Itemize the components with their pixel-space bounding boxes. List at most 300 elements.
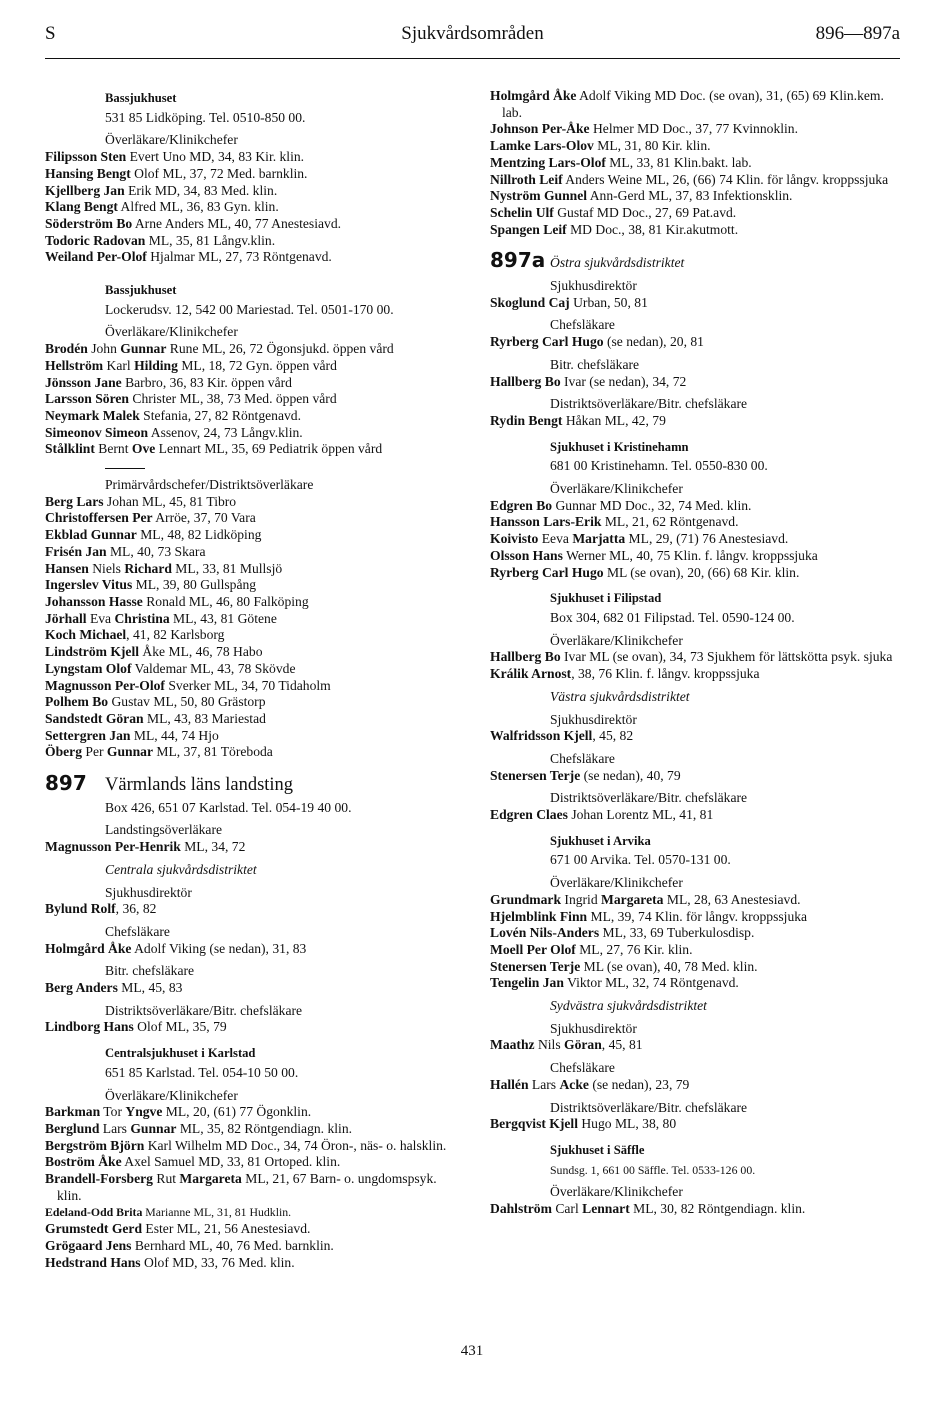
page-title: Sjukvårdsområden bbox=[401, 23, 544, 44]
person-details: Assenov, 24, 73 Långv.klin. bbox=[148, 424, 303, 440]
hospital-title: Bassjukhuset bbox=[105, 283, 177, 298]
person-name: Acke bbox=[559, 1076, 589, 1092]
person-details: Ann-Gerd ML, 37, 83 Infektionsklin. bbox=[587, 188, 793, 204]
person-entry bbox=[490, 892, 905, 909]
person-name: Grögaard Jens bbox=[45, 1237, 132, 1253]
person-entry bbox=[45, 941, 460, 958]
person-name: Settergren Jan bbox=[45, 727, 131, 743]
person-entry bbox=[490, 531, 905, 548]
person-name: Holmgård Åke bbox=[490, 88, 577, 103]
person-entry bbox=[45, 341, 460, 358]
person-details: Axel Samuel MD, 33, 81 Ortoped. klin. bbox=[121, 1154, 341, 1170]
person-name: Maathz bbox=[490, 1037, 535, 1053]
address-line: Box 304, 682 01 Filipstad. Tel. 0590-124 00. bbox=[550, 609, 795, 625]
page-number: 431 bbox=[460, 1343, 484, 1359]
person-entry bbox=[45, 1104, 460, 1121]
person-name: Mentzing Lars-Olof bbox=[490, 154, 606, 170]
person-details: Sverker ML, 34, 70 Tidaholm bbox=[164, 677, 331, 693]
person-name: Söderström Bo bbox=[45, 215, 133, 231]
person-name: Margareta bbox=[601, 891, 664, 907]
person-details: Arne Anders ML, 40, 77 Anestesiavd. bbox=[132, 215, 342, 231]
person-details: Helmer MD Doc., 37, 77 Kvinnoklin. bbox=[589, 121, 798, 137]
person-entry bbox=[490, 1116, 905, 1133]
person-details: Valdemar ML, 43, 78 Skövde bbox=[131, 660, 296, 676]
person-entry bbox=[45, 1138, 460, 1155]
person-entry bbox=[45, 199, 460, 216]
person-name: Hilding bbox=[134, 357, 178, 373]
person-entry bbox=[490, 666, 905, 683]
role-heading: Överläkare/Klinikchefer bbox=[105, 324, 238, 340]
person-entry bbox=[490, 909, 905, 926]
person-details: ML, 27, 76 Kir. klin. bbox=[575, 941, 693, 957]
person-details: ML, 43, 81 Götene bbox=[169, 610, 277, 626]
person-name: Hansson Lars-Erik bbox=[490, 514, 602, 530]
person-name: Berg Lars bbox=[45, 493, 104, 509]
person-entry bbox=[490, 807, 905, 824]
person-name: Lovén Nils-Anders bbox=[490, 925, 600, 941]
person-details: Barbro, 36, 83 Kir. öppen vård bbox=[121, 374, 292, 390]
person-details: Ivar ML (se ovan), 34, 73 Sjukhem för lättskötta psyk. sjuka bbox=[560, 649, 893, 665]
person-entry bbox=[45, 1019, 460, 1036]
person-entry bbox=[490, 121, 905, 138]
person-name: Yngve bbox=[125, 1104, 163, 1120]
person-name: Jörhall bbox=[45, 610, 87, 626]
address-line: 681 00 Kristinehamn. Tel. 0550-830 00. bbox=[550, 458, 768, 474]
person-details: Urban, 50, 81 bbox=[569, 294, 648, 310]
person-name: Christoffersen Per bbox=[45, 510, 153, 526]
person-entry bbox=[45, 577, 460, 594]
person-name: Bergqvist Kjell bbox=[490, 1116, 578, 1132]
person-details: , 45, 82 bbox=[592, 728, 634, 744]
person-entry bbox=[490, 548, 905, 565]
person-details: Carl bbox=[551, 1201, 583, 1217]
section-number: 897a bbox=[490, 248, 546, 273]
person-name: Grundmark bbox=[490, 891, 562, 907]
role-heading: Chefsläkare bbox=[550, 317, 615, 333]
header-letter: S bbox=[45, 23, 56, 44]
short-divider bbox=[105, 468, 145, 469]
person-name: Berglund bbox=[45, 1120, 100, 1136]
role-heading: Överläkare/Klinikchefer bbox=[550, 1184, 683, 1200]
person-details: , 38, 76 Klin. f. långv. kroppssjuka bbox=[571, 666, 760, 682]
person-name: Hallberg Bo bbox=[490, 649, 561, 665]
person-name: Öberg bbox=[45, 744, 82, 760]
role-heading: Bitr. chefsläkare bbox=[105, 963, 195, 979]
person-details: Gustaf MD Doc., 27, 69 Pat.avd. bbox=[553, 204, 737, 220]
person-details: ML, 40, 73 Skara bbox=[106, 543, 206, 559]
person-entry bbox=[490, 138, 905, 155]
person-entry bbox=[490, 88, 905, 121]
person-entry bbox=[490, 222, 905, 239]
person-entry bbox=[490, 172, 905, 189]
person-entry bbox=[490, 649, 905, 666]
role-heading: Chefsläkare bbox=[550, 750, 615, 766]
person-name: Moell Per Olof bbox=[490, 941, 576, 957]
person-name: Hedstrand Hans bbox=[45, 1254, 141, 1270]
person-name: Magnusson Per-Henrik bbox=[45, 839, 181, 855]
person-name: Hallberg Bo bbox=[490, 373, 561, 389]
person-details: (se nedan), 20, 81 bbox=[603, 334, 704, 350]
person-name: Lyngstam Olof bbox=[45, 660, 132, 676]
person-name: Larsson Sören bbox=[45, 391, 129, 407]
role-heading: Överläkare/Klinikchefer bbox=[105, 1087, 238, 1103]
header-page-range: 896—897a bbox=[815, 23, 900, 44]
person-name: Sandstedt Göran bbox=[45, 710, 144, 726]
person-name: Göran bbox=[564, 1037, 602, 1053]
person-details: Lars bbox=[99, 1120, 131, 1136]
person-details: Karl bbox=[103, 357, 135, 373]
person-entry bbox=[45, 728, 460, 745]
person-entry bbox=[45, 678, 460, 695]
person-name: Spangen Leif bbox=[490, 221, 567, 237]
person-entry bbox=[45, 233, 460, 250]
person-entry bbox=[490, 565, 905, 582]
person-details: Lennart ML, 35, 69 Pediatrik öppen vård bbox=[155, 441, 383, 457]
person-details: ML, 43, 83 Mariestad bbox=[143, 710, 266, 726]
person-name: Hallén bbox=[490, 1076, 529, 1092]
person-name: Brodén bbox=[45, 341, 88, 357]
person-details: Gunnar MD Doc., 32, 74 Med. klin. bbox=[552, 497, 752, 513]
person-details: MD Doc., 38, 81 Kir.akutmott. bbox=[566, 221, 739, 237]
person-entry bbox=[45, 408, 460, 425]
person-name: Nyström Gunnel bbox=[490, 188, 588, 204]
person-name: Skoglund Caj bbox=[490, 294, 570, 310]
role-heading: Distriktsöverläkare/Bitr. chefsläkare bbox=[550, 396, 748, 412]
role-heading: Sjukhusdirektör bbox=[105, 884, 192, 900]
role-heading: Distriktsöverläkare/Bitr. chefsläkare bbox=[550, 1099, 748, 1115]
person-details: (se nedan), 23, 79 bbox=[588, 1076, 690, 1092]
person-details: , 45, 81 bbox=[601, 1037, 643, 1053]
person-entry bbox=[45, 711, 460, 728]
hospital-title: Sjukhuset i Arvika bbox=[550, 833, 651, 848]
person-entry bbox=[45, 839, 460, 856]
person-details: Adolf Viking (se nedan), 31, 83 bbox=[131, 940, 307, 956]
person-name: Olsson Hans bbox=[490, 547, 563, 563]
person-name: Margareta bbox=[179, 1171, 242, 1187]
person-details: Evert Uno MD, 34, 83 Kir. klin. bbox=[126, 149, 305, 165]
person-name: Gunnar bbox=[106, 744, 154, 760]
person-details: ML, 44, 74 Hjo bbox=[130, 727, 219, 743]
person-entry bbox=[45, 561, 460, 578]
address-line: 651 85 Karlstad. Tel. 054-10 50 00. bbox=[105, 1064, 299, 1080]
person-details: Adolf Viking MD Doc. (se ovan), 31, (65) 69 Klin.kem. lab. bbox=[502, 88, 884, 120]
person-entry bbox=[45, 391, 460, 408]
person-name: Králik Arnost bbox=[490, 666, 572, 682]
person-details: Ronald ML, 46, 80 Falköping bbox=[142, 593, 309, 609]
spacer bbox=[45, 1036, 460, 1043]
person-name: Marjatta bbox=[572, 531, 626, 547]
spacer bbox=[490, 1133, 905, 1140]
person-entry bbox=[490, 188, 905, 205]
person-name: Ove bbox=[131, 441, 156, 457]
person-details: Johan Lorentz ML, 41, 81 bbox=[567, 807, 714, 823]
person-entry bbox=[45, 1255, 460, 1272]
role-heading: Landstingsöverläkare bbox=[105, 822, 223, 838]
person-name: Christina bbox=[114, 610, 170, 626]
person-details: Olof ML, 37, 72 Med. barnklin. bbox=[130, 165, 308, 181]
person-details: Rut bbox=[152, 1171, 180, 1187]
person-entry bbox=[45, 249, 460, 266]
person-details: Olof MD, 33, 76 Med. klin. bbox=[140, 1254, 295, 1270]
role-heading: Chefsläkare bbox=[550, 1060, 615, 1076]
person-details: ML (se ovan), 40, 78 Med. klin. bbox=[580, 958, 758, 974]
hospital-title: Sjukhuset i Filipstad bbox=[550, 591, 662, 606]
person-name: Johansson Hasse bbox=[45, 593, 143, 609]
person-name: Stenersen Terje bbox=[490, 958, 581, 974]
role-heading: Sjukhusdirektör bbox=[550, 278, 637, 294]
person-name: Simeonov Simeon bbox=[45, 424, 149, 440]
person-details: Werner ML, 40, 75 Klin. f. långv. kroppssjuka bbox=[562, 547, 818, 563]
person-entry bbox=[490, 413, 905, 430]
person-details: Gustav ML, 50, 80 Grästorp bbox=[108, 694, 266, 710]
person-name: Edgren Bo bbox=[490, 497, 553, 513]
person-details: Johan ML, 45, 81 Tibro bbox=[103, 493, 237, 509]
person-details: ML (se ovan), 20, (66) 68 Kir. klin. bbox=[603, 564, 800, 580]
person-entry bbox=[490, 728, 905, 745]
person-name: Walfridsson Kjell bbox=[490, 728, 593, 744]
person-name: Lindborg Hans bbox=[45, 1019, 134, 1035]
person-name: Filipsson Sten bbox=[45, 149, 127, 165]
person-name: Grumstedt Gerd bbox=[45, 1221, 143, 1237]
person-name: Brandell-Forsberg bbox=[45, 1171, 153, 1187]
person-details: Anders Weine ML, 26, (66) 74 Klin. för långv. kroppssjuka bbox=[562, 171, 889, 187]
person-entry bbox=[490, 205, 905, 222]
district-heading: Centrala sjukvårdsdistriktet bbox=[105, 861, 257, 877]
person-details: ML, 33, 81 Mullsjö bbox=[171, 560, 283, 576]
spacer bbox=[490, 824, 905, 831]
person-entry bbox=[490, 959, 905, 976]
person-name: Hellström bbox=[45, 357, 104, 373]
person-entry bbox=[45, 980, 460, 997]
person-details: ML, 48, 82 Lidköping bbox=[136, 527, 262, 543]
role-heading: Överläkare/Klinikchefer bbox=[550, 481, 683, 497]
person-entry bbox=[490, 295, 905, 312]
spacer bbox=[490, 581, 905, 588]
person-name: Hansing Bengt bbox=[45, 165, 131, 181]
person-name: Magnusson Per-Olof bbox=[45, 677, 165, 693]
address-line: Sundsg. 1, 661 00 Säffle. Tel. 0533-126 00. bbox=[550, 1162, 756, 1177]
person-details: ML, 34, 72 bbox=[180, 839, 246, 855]
person-name: Ekblad Gunnar bbox=[45, 527, 137, 543]
person-entry bbox=[45, 1238, 460, 1255]
person-entry bbox=[490, 1077, 905, 1094]
role-heading: Distriktsöverläkare/Bitr. chefsläkare bbox=[550, 790, 748, 806]
person-details: ML, 29, (71) 76 Anestesiavd. bbox=[625, 531, 789, 547]
person-details: Ivar (se nedan), 34, 72 bbox=[560, 373, 687, 389]
role-heading: Primärvårdschefer/Distriktsöverläkare bbox=[105, 477, 314, 493]
person-details: ML, 45, 83 bbox=[117, 980, 183, 996]
person-entry bbox=[45, 661, 460, 678]
role-heading: Överläkare/Klinikchefer bbox=[105, 132, 238, 148]
person-details: Hjalmar ML, 27, 73 Röntgenavd. bbox=[146, 249, 332, 265]
person-name: Berg Anders bbox=[45, 980, 118, 996]
person-name: Nillroth Leif bbox=[490, 171, 563, 187]
role-heading: Chefsläkare bbox=[105, 923, 170, 939]
person-entry bbox=[45, 594, 460, 611]
person-name: Gunnar bbox=[130, 1120, 177, 1136]
person-name: Lennart bbox=[582, 1201, 630, 1217]
person-details: John bbox=[87, 341, 121, 357]
role-heading: Bitr. chefsläkare bbox=[550, 356, 640, 372]
person-details: ML, 39, 80 Gullspång bbox=[132, 577, 257, 593]
person-details: ML, 20, (61) 77 Ögonklin. bbox=[162, 1104, 312, 1120]
person-details: ML, 33, 81 Klin.bakt. lab. bbox=[605, 154, 752, 170]
person-details: Rune ML, 26, 72 Ögonsjukd. öppen vård bbox=[166, 341, 394, 357]
person-details: Alfred ML, 36, 83 Gyn. klin. bbox=[117, 199, 279, 215]
person-name: Hjelmblink Finn bbox=[490, 908, 588, 924]
person-name: Rydin Bengt bbox=[490, 412, 563, 428]
person-entry bbox=[490, 1037, 905, 1054]
person-entry bbox=[45, 694, 460, 711]
person-entry bbox=[490, 155, 905, 172]
person-name: Hansen bbox=[45, 560, 89, 576]
person-name: Kjellberg Jan bbox=[45, 182, 125, 198]
person-name: Koch Michael bbox=[45, 627, 127, 643]
person-name: Frisén Jan bbox=[45, 543, 107, 559]
person-details: Eva bbox=[86, 610, 115, 626]
person-details: Håkan ML, 42, 79 bbox=[562, 412, 666, 428]
header-rule bbox=[45, 58, 900, 59]
person-details: Viktor ML, 32, 74 Röntgenavd. bbox=[563, 975, 739, 991]
section-heading bbox=[45, 771, 460, 796]
person-entry bbox=[45, 1204, 460, 1221]
person-name: Edgren Claes bbox=[490, 807, 568, 823]
hospital-title: Bassjukhuset bbox=[105, 91, 177, 105]
person-name: Todoric Radovan bbox=[45, 232, 146, 248]
person-name: Polhem Bo bbox=[45, 694, 109, 710]
person-details: Stefania, 27, 82 Röntgenavd. bbox=[139, 407, 301, 423]
person-entry bbox=[490, 514, 905, 531]
person-entry bbox=[45, 358, 460, 375]
person-entry bbox=[45, 183, 460, 200]
person-entry bbox=[490, 498, 905, 515]
person-entry bbox=[45, 441, 460, 458]
person-details: Nils bbox=[534, 1037, 565, 1053]
hospital-title: Sjukhuset i Säffle bbox=[550, 1142, 645, 1157]
person-details: ML, 37, 81 Töreboda bbox=[153, 744, 273, 760]
person-name: Richard bbox=[124, 560, 172, 576]
person-details: Ester ML, 21, 56 Anestesiavd. bbox=[142, 1221, 311, 1237]
person-details: Marianne ML, 31, 81 Hudklin. bbox=[142, 1205, 292, 1220]
person-details: ML, 39, 74 Klin. för långv. kroppssjuka bbox=[587, 908, 808, 924]
person-name: Stenersen Terje bbox=[490, 767, 581, 783]
person-name: Lamke Lars-Olov bbox=[490, 138, 594, 154]
person-details: ML, 31, 80 Kir. klin. bbox=[593, 138, 711, 154]
person-name: Edeland-Odd Brita bbox=[45, 1205, 143, 1220]
district-heading: Västra sjukvårdsdistriktet bbox=[550, 688, 690, 704]
district-heading: Sydvästra sjukvårdsdistriktet bbox=[550, 998, 707, 1014]
person-entry bbox=[45, 375, 460, 392]
left-column bbox=[45, 88, 460, 1271]
person-entry bbox=[45, 149, 460, 166]
person-name: Boström Åke bbox=[45, 1154, 122, 1170]
address-line: 531 85 Lidköping. Tel. 0510-850 00. bbox=[105, 109, 306, 125]
person-entry bbox=[45, 1121, 460, 1138]
address-line: Box 426, 651 07 Karlstad. Tel. 054-19 40 00. bbox=[105, 799, 352, 815]
person-entry bbox=[45, 644, 460, 661]
person-details: Åke ML, 46, 78 Habo bbox=[139, 644, 263, 660]
person-details: ML, 21, 67 Barn- o. ungdomspsyk. klin. bbox=[57, 1171, 437, 1203]
spacer bbox=[490, 430, 905, 437]
person-name: Ingerslev Vitus bbox=[45, 577, 133, 593]
address-line: 671 00 Arvika. Tel. 0570-131 00. bbox=[550, 852, 731, 868]
person-name: Barkman bbox=[45, 1104, 101, 1120]
person-details: Ingrid bbox=[561, 891, 602, 907]
role-heading: Sjukhusdirektör bbox=[550, 711, 637, 727]
person-details: ML, 18, 72 Gyn. öppen vård bbox=[177, 357, 337, 373]
person-details: ML, 33, 69 Tuberkulosdisp. bbox=[599, 925, 755, 941]
person-details: Tor bbox=[100, 1104, 126, 1120]
person-entry bbox=[490, 334, 905, 351]
section-heading bbox=[490, 248, 905, 273]
person-name: Bylund Rolf bbox=[45, 901, 116, 917]
person-name: Lindström Kjell bbox=[45, 644, 140, 660]
person-details: (se nedan), 40, 79 bbox=[580, 767, 681, 783]
address-line: Lockerudsv. 12, 542 00 Mariestad. Tel. 0501-170 00. bbox=[105, 301, 394, 317]
person-entry bbox=[45, 425, 460, 442]
role-heading: Överläkare/Klinikchefer bbox=[550, 632, 683, 648]
person-entry bbox=[45, 1154, 460, 1171]
person-details: Niels bbox=[88, 560, 125, 576]
section-district-name: Östra sjukvårdsdistriktet bbox=[550, 255, 685, 271]
hospital-title: Centralsjukhuset i Karlstad bbox=[105, 1046, 256, 1061]
person-name: Bergström Björn bbox=[45, 1137, 145, 1153]
person-name: Neymark Malek bbox=[45, 407, 140, 423]
person-entry bbox=[490, 768, 905, 785]
person-entry bbox=[45, 494, 460, 511]
person-details: ML, 30, 82 Röntgendiagn. klin. bbox=[629, 1201, 806, 1217]
person-name: Tengelin Jan bbox=[490, 975, 564, 991]
person-entry bbox=[45, 611, 460, 628]
role-heading: Sjukhusdirektör bbox=[550, 1020, 637, 1036]
person-entry bbox=[490, 975, 905, 992]
spacer bbox=[45, 266, 460, 280]
person-entry bbox=[45, 216, 460, 233]
person-name: Jönsson Jane bbox=[45, 374, 122, 390]
person-entry bbox=[45, 627, 460, 644]
person-entry bbox=[45, 166, 460, 183]
person-name: Weiland Per-Olof bbox=[45, 249, 147, 265]
person-details: Arröe, 37, 70 Vara bbox=[152, 510, 256, 526]
person-details: Olof ML, 35, 79 bbox=[133, 1019, 227, 1035]
person-entry bbox=[45, 527, 460, 544]
person-details: ML, 35, 82 Röntgendiagn. klin. bbox=[176, 1120, 353, 1136]
person-details: ML, 21, 62 Röntgenavd. bbox=[601, 514, 739, 530]
person-entry bbox=[45, 744, 460, 761]
person-name: Koivisto bbox=[490, 531, 539, 547]
person-details: Hugo ML, 38, 80 bbox=[577, 1116, 677, 1132]
person-details: Karl Wilhelm MD Doc., 34, 74 Öron-, näs- o. halsklin. bbox=[144, 1137, 447, 1153]
person-details: ML, 35, 81 Långv.klin. bbox=[145, 232, 276, 248]
section-name: Värmlands läns landsting bbox=[105, 775, 294, 796]
hospital-title: Sjukhuset i Kristinehamn bbox=[550, 439, 689, 454]
person-details: ML, 28, 63 Anestesiavd. bbox=[663, 891, 801, 907]
person-name: Stålklint bbox=[45, 441, 95, 457]
person-entry bbox=[45, 1171, 460, 1204]
section-number: 897 bbox=[45, 771, 87, 796]
person-name: Gunnar bbox=[120, 341, 167, 357]
person-entry bbox=[45, 1221, 460, 1238]
person-entry bbox=[45, 901, 460, 918]
right-column bbox=[490, 88, 905, 1218]
person-details: , 41, 82 Karlsborg bbox=[126, 627, 225, 643]
person-name: Klang Bengt bbox=[45, 199, 118, 215]
page-header bbox=[45, 22, 900, 48]
person-details: Lars bbox=[528, 1076, 560, 1092]
person-details: Christer ML, 38, 73 Med. öppen vård bbox=[128, 391, 337, 407]
person-entry bbox=[490, 925, 905, 942]
person-details: Erik MD, 34, 83 Med. klin. bbox=[124, 182, 278, 198]
